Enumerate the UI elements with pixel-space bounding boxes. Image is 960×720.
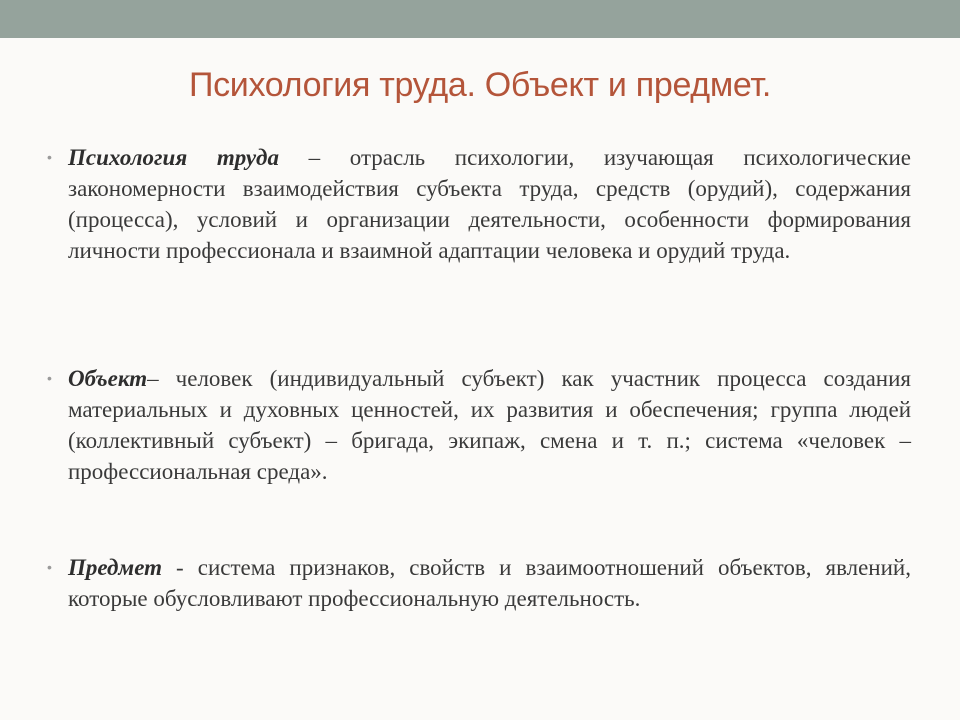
bullet-item-psychology-of-labor — [47, 142, 911, 266]
slide-title: Психология труда. Объект и предмет. — [188, 66, 772, 104]
bullet-item-object — [47, 363, 911, 487]
bullet-term: Объект — [68, 366, 148, 391]
bullet-text: – отрасль психологии, изучающая психологические закономерности взаимодействия субъекта труда, средств (орудий), содержания (процесса), условий и организации деятельности, особенности формирования личности профессионала и взаимной адаптации человека и орудий труда. — [68, 145, 911, 263]
bullet-text: - система признаков, свойств и взаимоотношений объектов, явлений, которые обусловливают профессиональную деятельность. — [68, 555, 911, 611]
bullet-dot-icon: • — [47, 559, 52, 575]
bullet-term: Предмет — [68, 555, 162, 580]
bullet-term: Психология труда — [68, 145, 279, 170]
top-band — [0, 0, 960, 38]
bullet-text: – человек (индивидуальный субъект) как участник процесса создания материальных и духовных ценностей, их развития и обеспечения; группа людей (коллективный субъект) – бригада, экипаж, смена и т. п.; система «человек – профессиональная среда». — [68, 366, 911, 484]
bullet-dot-icon: • — [47, 149, 52, 165]
bullet-item-subject — [47, 552, 911, 614]
bullet-dot-icon: • — [47, 370, 52, 386]
